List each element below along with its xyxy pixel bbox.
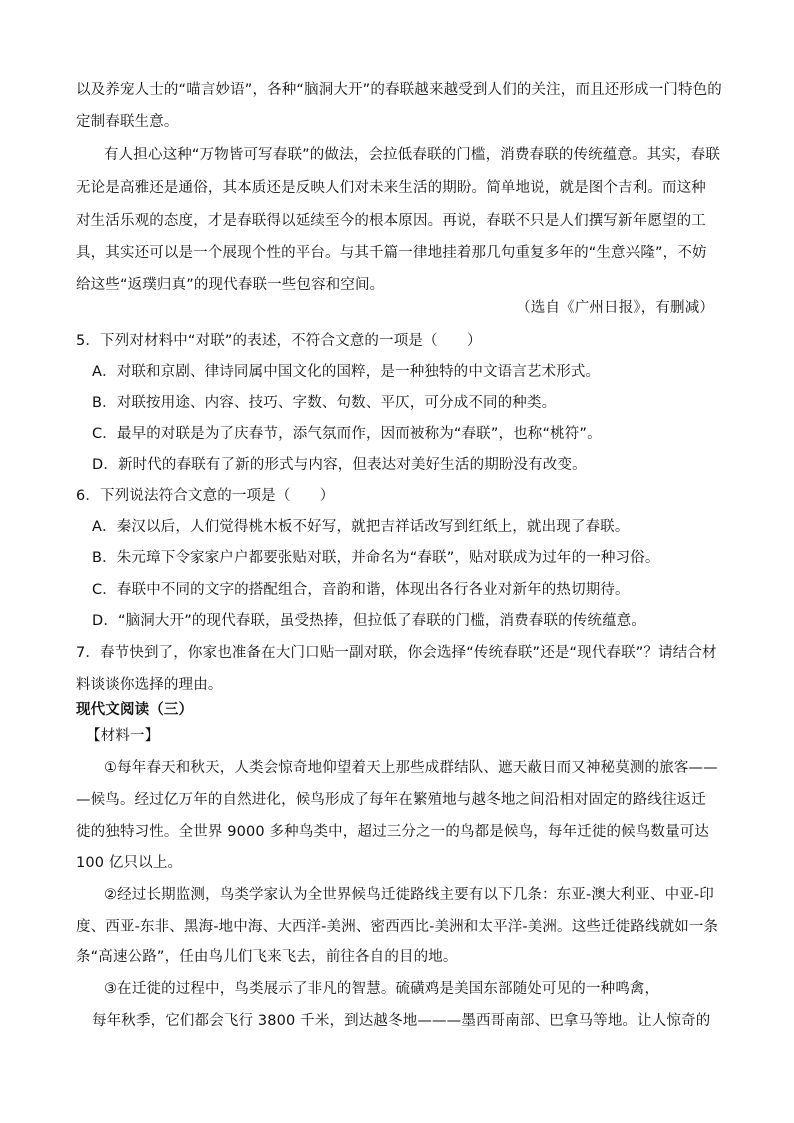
question-7-line: 7．春节快到了，你家也准备在大门口贴一副对联，你会选择“传统春联”还是“现代春联”？请结合材 bbox=[76, 645, 717, 661]
question-6-option-c: C．春联中不同的文字的搭配组合，音韵和谐，体现出各行各业对新年的热切期待。 bbox=[92, 582, 630, 598]
question-5-option-d: D．新时代的春联有了新的形式与内容，但表达对美好生活的期盼没有改变。 bbox=[92, 457, 587, 473]
question-6-option-d: D．“脑洞大开”的现代春联，虽受热捧，但拉低了春联的门槛，消费春联的传统蕴意。 bbox=[92, 613, 647, 629]
question-7-line: 料谈谈你选择的理由。 bbox=[76, 677, 223, 693]
material-line: ②经过长期监测，鸟类学家认为全世界候鸟迁徙路线主要有以下几条：东亚-澳大利亚、中亚-印 bbox=[104, 887, 714, 903]
material-line: 每年秋季，它们都会飞行 3800 千米，到达越冬地———墨西哥南部、巴拿马等地。让人惊奇的 bbox=[92, 1013, 711, 1029]
passage-line: 以及养宠人士的“喵言妙语”，各种“脑洞大开”的春联越来越受到人们的关注，而且还形成一门特色的 bbox=[76, 82, 722, 98]
question-5-stem: 5．下列对材料中“对联”的表述，不符合文意的一项是（ ） bbox=[76, 333, 482, 349]
material-line: 度、西亚-东非、黑海-地中海、大西洋-美洲、密西西比-美洲和太平洋-美洲。这些迁徙路线就如一条 bbox=[76, 919, 719, 935]
passage-line: 有人担心这种“万物皆可写春联”的做法，会拉低春联的门槛，消费春联的传统蕴意。其实，春联 bbox=[104, 147, 720, 163]
question-6-option-b: B．朱元璋下令家家户户都要张贴对联，并命名为“春联”，贴对联成为过年的一种习俗。 bbox=[92, 550, 660, 566]
question-5-option-b: B．对联按用途、内容、技巧、字数、句数、平仄，可分成不同的种类。 bbox=[92, 395, 557, 411]
passage-line: 给这些“返璞归真”的现代春联一些包容和空间。 bbox=[76, 277, 385, 293]
material-line: 条“高速公路”，任由鸟儿们飞来飞去，前往各自的目的地。 bbox=[76, 949, 458, 965]
material-label: 【材料一】 bbox=[86, 728, 160, 744]
material-line: ③在迁徙的过程中，鸟类展示了非凡的智慧。硫磺鸡是美国东部随处可见的一种鸣禽， bbox=[104, 981, 660, 997]
material-line: —候鸟。经过亿万年的自然进化，候鸟形成了每年在繁殖地与越冬地之间沿相对固定的路线往返迁 bbox=[76, 792, 706, 808]
question-6-stem: 6．下列说法符合文意的一项是（ ） bbox=[76, 488, 335, 504]
passage-line: 定制春联生意。 bbox=[76, 114, 179, 130]
question-6-option-a: A．秦汉以后，人们觉得桃木板不好写，就把吉祥话改写到红纸上，就出现了春联。 bbox=[92, 519, 630, 535]
material-line: 100 亿只以上。 bbox=[76, 855, 183, 871]
question-5-option-c: C．最早的对联是为了庆春节，添气氛而作，因而被称为“春联”，也称“桃符”。 bbox=[92, 426, 602, 442]
material-line: 徙的独特习性。全世界 9000 多种鸟类中，超过三分之一的鸟都是候鸟，每年迁徙的候鸟数量可达 bbox=[76, 824, 710, 840]
passage-line: 具，其实还可以是一个展现个性的平台。与其千篇一律地挂着那几句重复多年的“生意兴隆”，不妨 bbox=[76, 245, 707, 261]
section-heading: 现代文阅读（三） bbox=[76, 702, 194, 718]
passage-line: 无论是高雅还是通俗，其本质还是反映人们对未来生活的期盼。简单地说，就是图个吉利。而这种 bbox=[76, 180, 706, 196]
source-citation: （选自《广州日报》，有删减） bbox=[516, 300, 714, 316]
question-5-option-a: A．对联和京剧、律诗同属中国文化的国粹，是一种独特的中文语言艺术形式。 bbox=[92, 364, 601, 380]
passage-line: 对生活乐观的态度，才是春联得以延续至今的根本原因。再说，春联不只是人们撰写新年愿望的工 bbox=[76, 213, 706, 229]
material-line: ①每年春天和秋天，人类会惊奇地仰望着天上那些成群结队、遮天蔽日而又神秘莫测的旅客—— bbox=[104, 760, 718, 776]
